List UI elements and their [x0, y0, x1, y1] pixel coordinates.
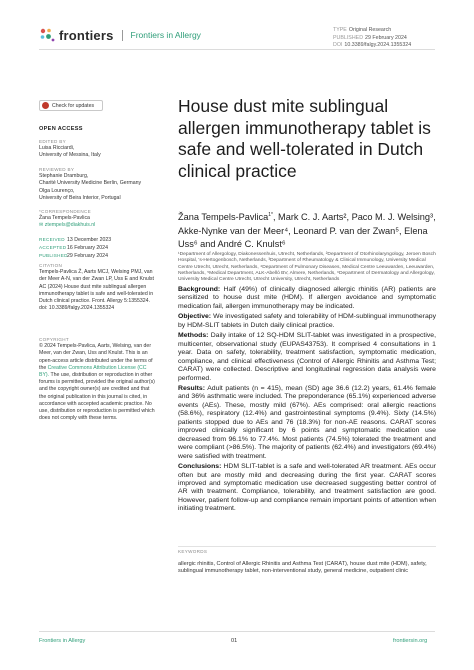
received-date: 13 December 2023 [67, 237, 112, 243]
copyright-block [39, 336, 157, 422]
abstract-background [178, 286, 436, 311]
edited-by-label: EDITED BY [39, 139, 66, 144]
footer-site-link[interactable]: frontiersin.org [393, 638, 428, 644]
citation-block [39, 262, 157, 312]
published-value: 29 February 2024 [365, 34, 407, 41]
editor-affiliation: University of Messina, Italy [39, 152, 101, 159]
author-list [178, 209, 438, 252]
citation-text: Tempels-Pavlica Ž, Aarts MCJ, Welsing PMJ, van der Meer A-N, van der Zwan LP, Uss E and Knulst AC (2024) House dust mite sublingual allergen immunotherapy tablet is safe and well-tolerated in Dutch clinical practice. Front. Allergy 5:1355324. doi: 10.3389/falgy.2024.1355324 [39, 269, 154, 312]
abstract-results [178, 385, 436, 461]
correspondence-block [39, 208, 157, 230]
copyright-text [39, 343, 157, 422]
abstract-conclusions-text: HDM SLIT-tablet is a safe and well-tolerated AR treatment. AEs occur often but are mostly mild and decreasing during the first year. CARAT scores improved and symptomatic medication use decreased suggesting better control of AR with treatment. Compliance, tolerability, and treatment satisfaction are good. However, patient follow-up and compliance remain important points of attention when initiating treatment. [178, 463, 436, 513]
reviewer-2-name: Olga Lourenço, [39, 187, 75, 194]
article-meta-header [333, 27, 411, 50]
published-date: 29 February 2024 [67, 253, 108, 260]
abstract-conclusions [178, 463, 436, 514]
dates-block [39, 236, 157, 261]
editor-name: Luisa Ricciardi, [39, 145, 75, 152]
correspondence-label: *CORRESPONDENCE [39, 209, 91, 214]
cc-by-license-link[interactable]: Creative Commons Attribution License (CC BY). [39, 364, 147, 379]
frontiers-logo[interactable] [39, 27, 201, 43]
frontiers-logo-icon [39, 27, 55, 43]
accepted-label: ACCEPTED [39, 245, 67, 251]
other-authors[interactable]: , Mark C. J. Aarts², Paco M. J. Welsing³, Akke-Nynke van der Meer⁴, Leonard P. van der Zwan⁵, Elena Uss⁶ and André C. Knulst⁶ [178, 212, 436, 250]
doi-label: DOI [333, 42, 343, 48]
reviewer-2-affiliation: University of Beira Interior, Portugal [39, 194, 121, 201]
citation-label: CITATION [39, 263, 63, 268]
correspondence-email[interactable]: ✉ ztempels@diakhuis.nl [39, 222, 96, 229]
abstract-background-label: Background: [178, 286, 221, 293]
open-access-label: OPEN ACCESS [39, 126, 83, 132]
footer-journal-link[interactable]: Frontiers in Allergy [39, 638, 86, 644]
page-number: 01 [231, 638, 238, 644]
abstract-methods-label: Methods: [178, 332, 209, 340]
reviewer-1-name: Stephanie Dramburg, [39, 173, 89, 180]
keywords-text: allergic rhinitis, Control of Allergic Rhinitis and Asthma Test (CARAT), house dust mite (HDM), safety, sublingual immunotherapy tablet, non-interventional study, general medicine, outpatient clinic [178, 561, 427, 575]
doi-value[interactable]: 10.3389/falgy.2024.1355324 [344, 42, 412, 48]
copyright-label: COPYRIGHT [39, 337, 70, 342]
keywords-rule [178, 546, 436, 547]
first-author-affil: 1* [268, 212, 273, 218]
check-for-updates-button[interactable] [39, 100, 103, 111]
type-label: TYPE [333, 27, 347, 33]
abstract-objective-text: We investigated safety and tolerability of HDM-sublingual immunotherapy by HDM-SLIT tablets in Dutch daily clinical practice. [178, 313, 436, 329]
abstract-results-text: Adult patients (n = 415), mean (SD) age 36.6 (12.2) years, 61.4% female and 36% asthmatic were included. The preponderance (65.1%) experienced adverse events (AEs). These, mostly mild (67%). AEs comprised: oral allergic reactions (58.6%), respiratory (12.4%) and gastrointestinal symptoms (9.4%). Sixty (14.5%) patients stopped due to AEs and 76 (18.3%) for non-AE reasons. CARAT scores improved clinically significant by 6 points and symptomatic medication use decreased from 96.1% to 77.4%. Most patients (74.5%) tolerated the treatment and were compliant (>86.5%). The majority of patients (62.4%) and investigators (69.4%) were satisfied with treatment. [178, 384, 436, 460]
affiliations: ¹Department of Allergology, Diakonessenhuis, Utrecht, Netherlands, ²Department of Otorhinolaryngology, Jeroen Bosch Hospital, 's-Hertogenbosch, Netherlands, ³Department of Rheumatology & Clinical Immunology, University Medical Centre Utrecht, Utrecht, Netherlands, ⁴Department of Pulmonary Diseases, Medical Centre Leeuwarden, Leeuwarden, Netherlands, ⁵Medical Department, ALK-Abelló BV, Almere, Netherlands, ⁶Department of Dermatology and Allergology, University Medical Centre Utrecht, Utrecht University, Utrecht, Netherlands [178, 252, 436, 283]
keywords-label: KEYWORDS [178, 549, 208, 554]
first-author[interactable]: Žana Tempels-Pavlica [178, 212, 269, 223]
received-label: RECEIVED [39, 237, 65, 242]
abstract-background-text: Half (49%) of clinically diagnosed allergic rhinitis (AR) patients are sensitized to house dust mite (HDM). If allergen avoidance and symptomatic medication fail, allergen immunotherapy may be indicated. [178, 286, 436, 310]
published-label-left: PUBLISHED [39, 253, 68, 259]
abstract [178, 286, 436, 516]
accepted-date: 16 February 2024 [67, 245, 108, 252]
abstract-methods-text: Daily intake of 12 SQ-HDM SLIT-tablet was investigated in a prospective, multicenter, observational study (EUPAS43753). It comprised 4 consultations in 1 year. Data on safety, tolerability, treatment satisfaction, symptomatic medication, compliance, and clinical effectiveness (Control of Allergic Rhinitis and Asthma Test; CARAT) were collected. Descriptive and longitudinal regression data analysis were performed. [178, 332, 436, 382]
journal-name[interactable]: Frontiers in Allergy [130, 30, 201, 40]
edited-by-block [39, 138, 157, 160]
copyright-text-b: The use, distribution or reproduction in other forums is permitted, provided the original author(s) and the copyright owner(s) are credited and that the original publication in this journal is cited, in accordance with accepted academic practice. No use, distribution or reproduction is permitted which does not comply with these terms. [39, 372, 155, 422]
abstract-results-label: Results: [178, 384, 206, 392]
brand-name: frontiers [59, 27, 114, 43]
footer-rule [39, 631, 435, 632]
abstract-methods [178, 332, 436, 383]
reviewer-1-affiliation: Charité University Medicine Berlin, Germany [39, 180, 142, 187]
header-rule [39, 49, 435, 50]
article-title: House dust mite sublingual allergen immunotherapy tablet is safe and well-tolerated in Dutch clinical practice [178, 96, 431, 181]
check-updates-label: Check for updates [52, 102, 95, 109]
copyright-text-a: © 2024 Tempels-Pavlica, Aarts, Welsing, van der Meer, van der Zwan, Uss and Knulst. This is an open-access article distributed under the terms of the [39, 343, 153, 371]
abstract-conclusions-label: Conclusions: [178, 463, 222, 471]
abstract-objective [178, 313, 436, 330]
header-separator [122, 30, 123, 41]
reviewed-by-block [39, 166, 157, 202]
reviewed-by-label: REVIEWED BY [39, 167, 75, 172]
correspondence-name: Žana Tempels-Pavlica [39, 215, 90, 222]
published-label: PUBLISHED [333, 34, 364, 41]
check-updates-icon [42, 102, 49, 109]
abstract-objective-label: Objective: [178, 313, 212, 321]
type-value: Original Research [348, 27, 392, 33]
